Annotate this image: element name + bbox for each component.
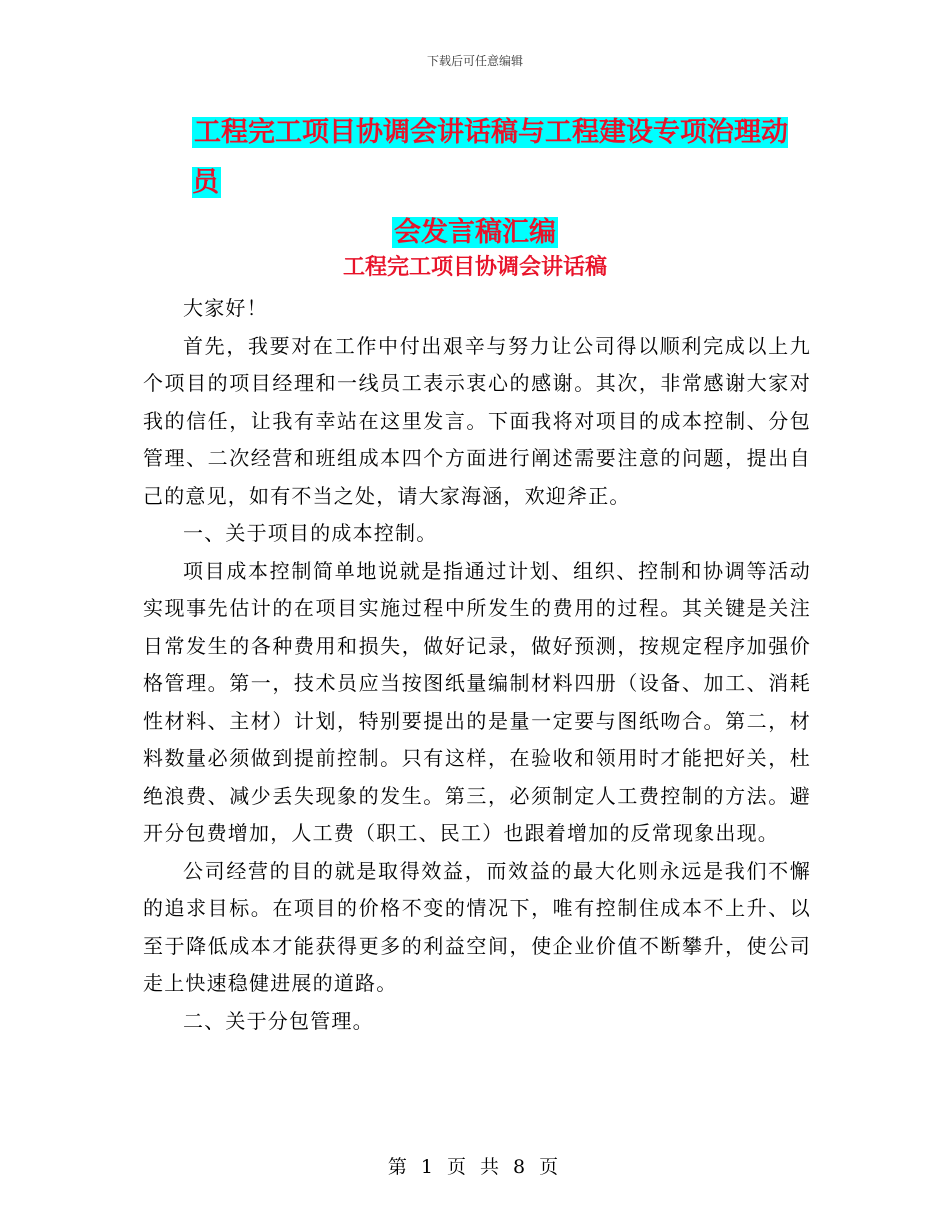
paragraph-greeting: 大家好！ (183, 296, 268, 320)
paragraph-heading: 二、关于分包管理。 (183, 1008, 374, 1033)
document-title-line1 (192, 108, 810, 208)
header-note: 下载后可任意编辑 (426, 54, 523, 68)
title-highlight: 工程完工项目协调会讲话稿与工程建设专项治理动员 (192, 117, 788, 198)
document-title (140, 108, 810, 258)
section-title: 工程完工项目协调会讲话稿 (342, 254, 607, 280)
paragraph: 项目成本控制简单地说就是指通过计划、组织、控制和协调等活动实现事先估计的在项目实施过程中所发生的费用的过程。其关键是关注日常发生的各种费用和损失，做好记录，做好预测，按规定程序加强价格管理。第一，技术员应当按图纸量编制材料四册（设备、加工、消耗性材料、主材）计划，特别要提出的是量一定要与图纸吻合。第二，材料数量必须做到提前控制。只有这样，在验收和领用时才能把好关，杜绝浪费、减少丢失现象的发生。第三，必须制定人工费控制的方法。避开分包费增加，人工费（职工、民工）也跟着增加的反常现象出现。 (143, 558, 811, 845)
page-number: 第 1 页 共 8 页 (387, 1156, 563, 1178)
paragraph: 首先，我要对在工作中付出艰辛与努力让公司得以顺利完成以上九个项目的项目经理和一线员工表示衷心的感谢。其次，非常感谢大家对我的信任，让我有幸站在这里发言。下面我将对项目的成本控制、分包管理、二次经营和班组成本四个方面进行阐述需要注意的问题，提出自己的意见，如有不当之处，请大家海涵，欢迎斧正。 (143, 333, 811, 508)
document-body (143, 290, 811, 1040)
paragraph-heading: 一、关于项目的成本控制。 (183, 521, 438, 545)
title-highlight: 会发言稿汇编 (394, 217, 556, 248)
paragraph: 公司经营的目的就是取得效益，而效益的最大化则永远是我们不懈的追求目标。在项目的价格不变的情况下，唯有控制住成本不上升、以至于降低成本才能获得更多的利益空间，使企业价值不断攀升，使公司走上快速稳健进展的道路。 (143, 858, 811, 995)
